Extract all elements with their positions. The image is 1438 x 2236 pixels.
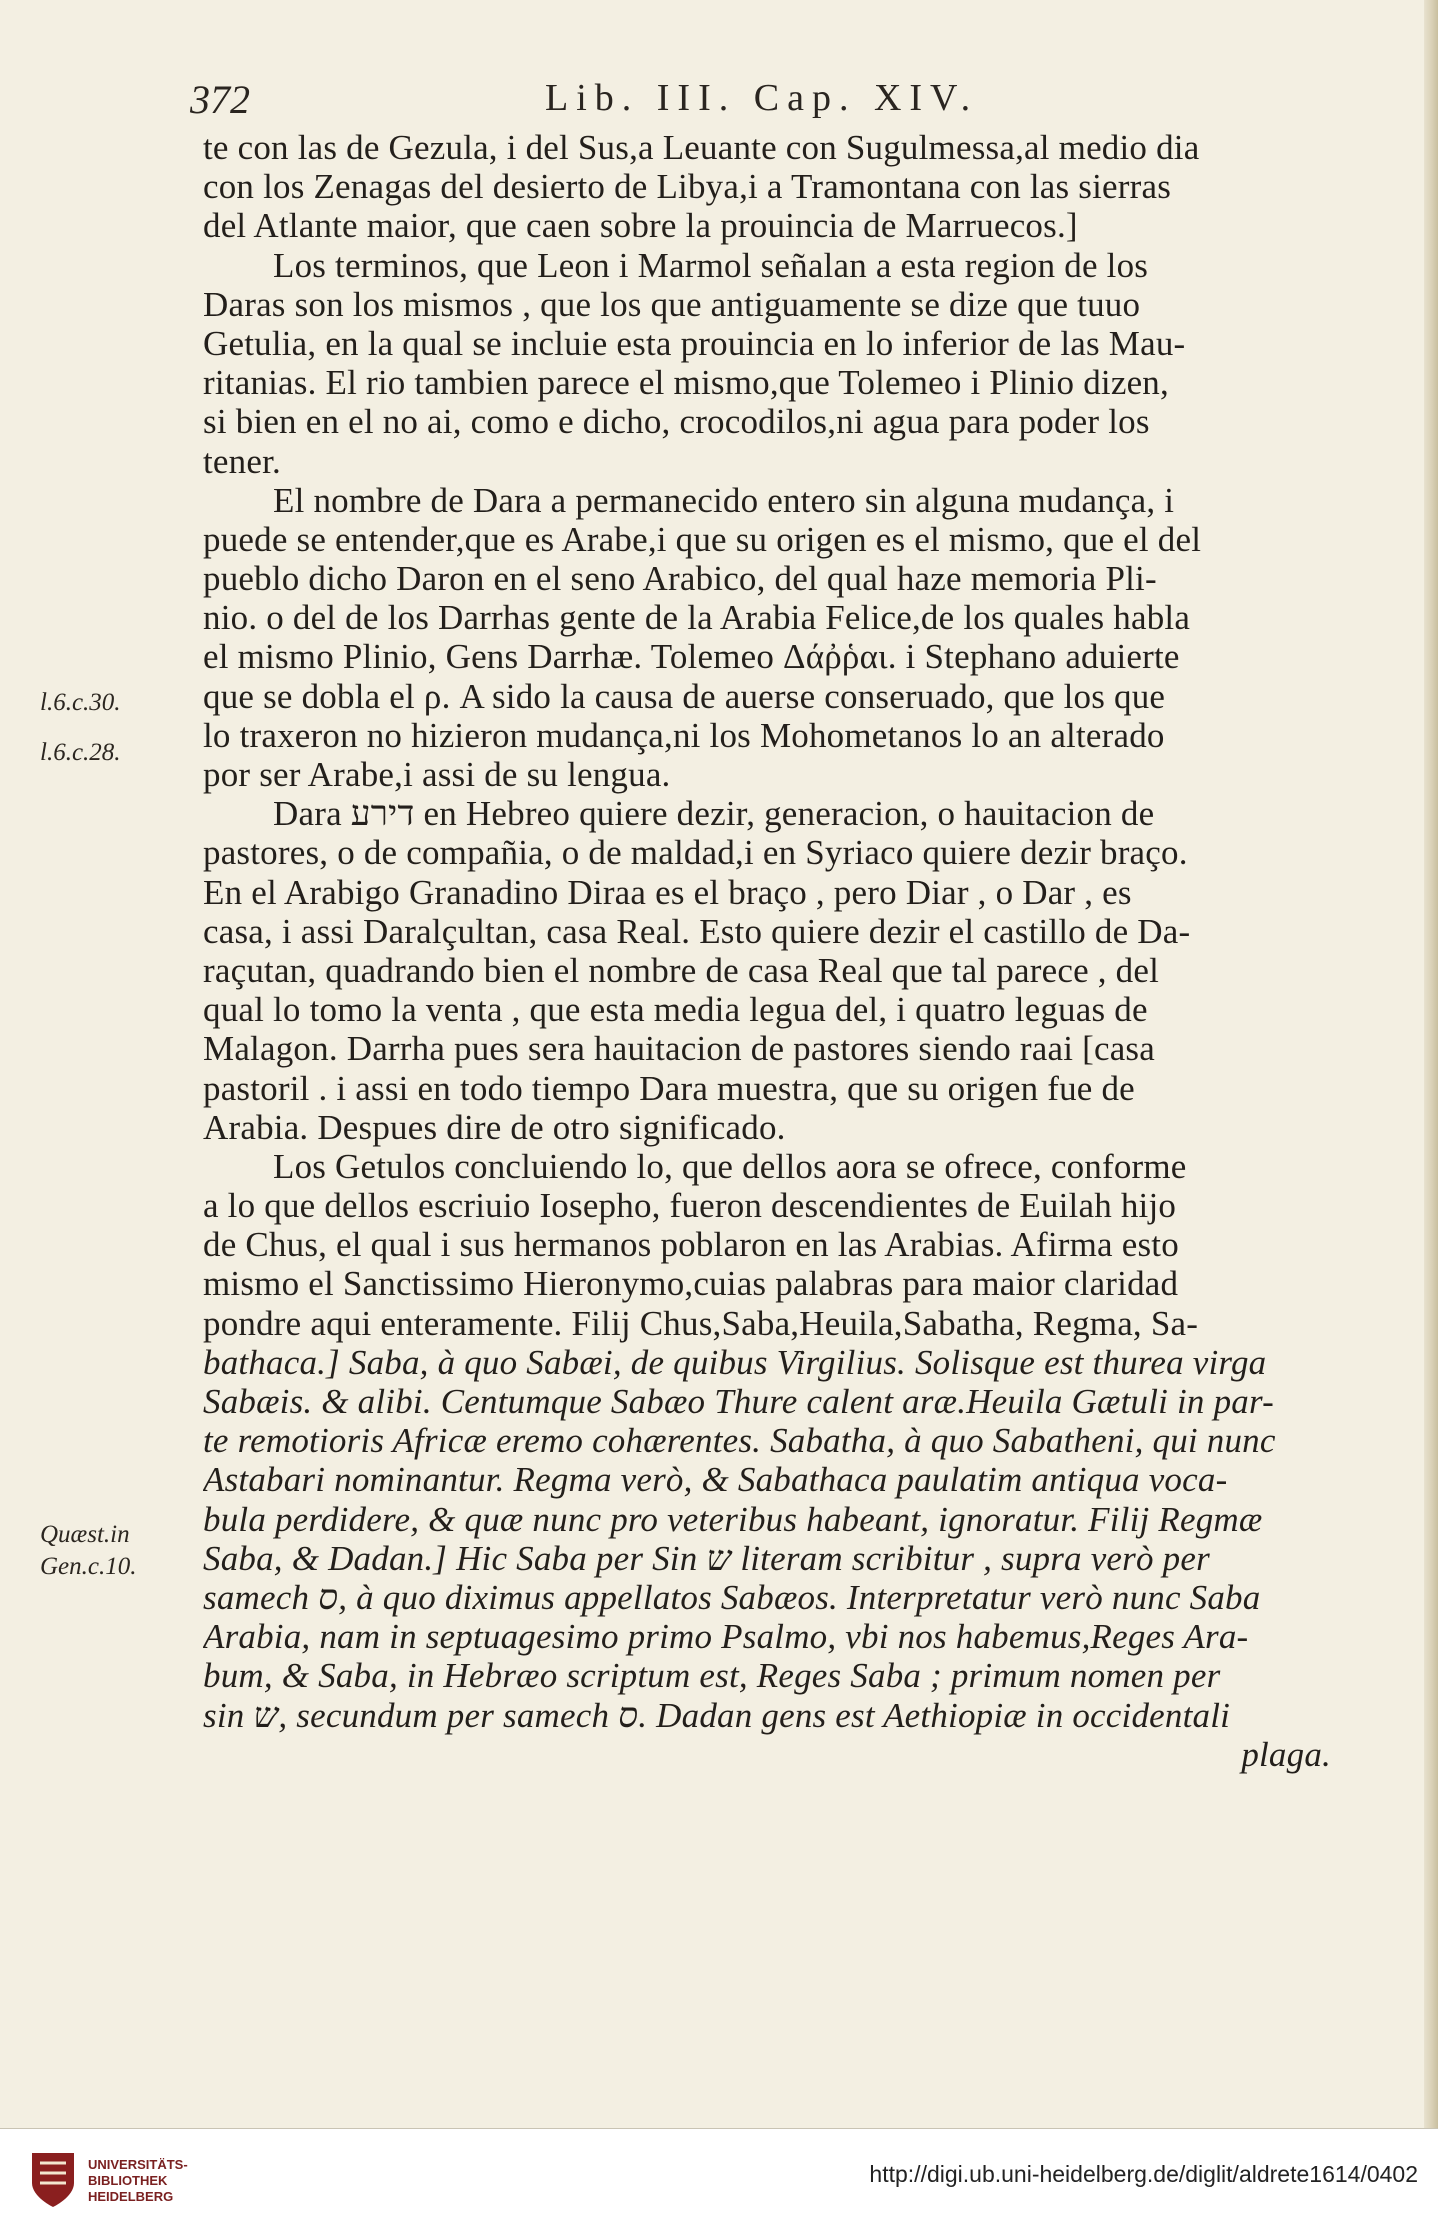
viewer-footer: [0, 2128, 1438, 2236]
text-line: Sabæis. & alibi. Centumque Sabæo Thure calent aræ.Heuila Gætuli in par-: [203, 1382, 1274, 1421]
page-number: 372: [190, 77, 250, 122]
university-seal-icon: [28, 2149, 78, 2211]
page-gutter: [1424, 0, 1438, 2128]
text-line: Dara דירע en Hebreo quiere dezir, generacion, o hauitacion de: [273, 794, 1155, 834]
margin-note: l.6.c.30.: [40, 689, 121, 716]
text-line: te con las de Gezula, i del Sus,a Leuante con Sugulmessa,al medio dia: [203, 128, 1200, 167]
text-line: nio. o del de los Darrhas gente de la Arabia Felice,de los quales habla: [203, 598, 1191, 638]
text-line: el mismo Plinio, Gens Darrhæ. Tolemeo Δάῤῥαι. i Stephano aduierte: [203, 637, 1180, 677]
text-line: pondre aqui enteramente. Filij Chus,Saba,Heuila,Sabatha, Regma, Sa-: [203, 1303, 1199, 1343]
text-line: Daras son los mismos , que los que antiguamente se dize que tuuo: [203, 284, 1141, 324]
body-text: [203, 128, 1371, 1774]
catchword: plaga.: [1241, 1734, 1331, 1774]
margin-note: l.6.c.28.: [40, 739, 121, 766]
text-line: pueblo dicho Daron en el seno Arabico, del qual haze memoria Pli-: [203, 559, 1157, 599]
text-line: lo traxeron no hizieron mudança,ni los Mohometanos lo an alterado: [203, 715, 1165, 755]
text-line: tener.: [203, 441, 281, 481]
text-line: que se dobla el ρ. A sido la causa de auerse conseruado, que los que: [203, 676, 1166, 716]
text-line: de Chus, el qual i sus hermanos poblaron en las Arabias. Afirma esto: [203, 1225, 1179, 1265]
text-line: En el Arabigo Granadino Diraa es el braço , pero Diar , o Dar , es: [203, 872, 1132, 912]
text-line: mismo el Sanctissimo Hieronymo,cuias palabras para maior claridad: [203, 1264, 1179, 1304]
text-line: a lo que dellos escriuio Iosepho, fueron descendientes de Euilah hijo: [203, 1186, 1177, 1226]
text-line: si bien en el no ai, como e dicho, crocodilos,ni agua para poder los: [203, 402, 1150, 442]
text-line: ritanias. El rio tambien parece el mismo,que Tolemeo i Plinio dizen,: [203, 363, 1169, 403]
text-line: samech ס, à quo diximus appellatos Sabæos. Interpretatur verò nunc Saba: [203, 1577, 1261, 1617]
text-line: del Atlante maior, que caen sobre la prouincia de Marruecos.]: [203, 206, 1078, 246]
text-line: Saba, & Dadan.] Hic Saba per Sin ש literam scribitur , supra verò per: [203, 1538, 1210, 1578]
text-line: bathaca.] Saba, à quo Sabæi, de quibus Virgilius. Solisque est thurea virga: [203, 1342, 1267, 1382]
text-line: Los terminos, que Leon i Marmol señalan a esta region de los: [273, 245, 1149, 285]
margin-note: Quæst.in: [40, 1521, 130, 1548]
text-line: pastoril . i assi en todo tiempo Dara muestra, que su origen fue de: [203, 1068, 1135, 1108]
text-line: te remotioris Africæ eremo cohærentes. Sabatha, à quo Sabatheni, qui nunc: [203, 1421, 1276, 1461]
institution-name: UNIVERSITÄTS- BIBLIOTHEK HEIDELBERG: [88, 2157, 188, 2204]
text-line: bum, & Saba, in Hebræo scriptum est, Reges Saba ; primum nomen per: [203, 1656, 1221, 1696]
text-line: Arabia. Despues dire de otro significado.: [203, 1107, 786, 1147]
text-line: El nombre de Dara a permanecido entero sin alguna mudança, i: [273, 480, 1175, 520]
text-line: por ser Arabe,i assi de su lengua.: [203, 755, 671, 794]
text-line: Malagon. Darrha pues sera hauitacion de pastores siendo raai [casa: [203, 1029, 1155, 1069]
text-line: con los Zenagas del desierto de Libya,i a Tramontana con las sierras: [203, 167, 1172, 207]
page-url-link[interactable]: http://digi.ub.uni-heidelberg.de/diglit/aldrete1614/0402: [869, 2161, 1418, 2187]
text-line: sin ש, secundum per samech ס. Dadan gens est Aethiopiæ in occidentali: [203, 1695, 1231, 1735]
text-line: Astabari nominantur. Regma verò, & Sabathaca paulatim antiqua voca-: [203, 1460, 1228, 1500]
text-line: raçutan, quadrando bien el nombre de casa Real que tal parece , del: [203, 950, 1160, 990]
page-header: [190, 76, 1370, 126]
text-line: Arabia, nam in septuagesimo primo Psalmo, vbi nos habemus,Reges Ara-: [203, 1617, 1249, 1657]
text-line: casa, i assi Daralçultan, casa Real. Esto quiere dezir el castillo de Da-: [203, 911, 1191, 951]
text-line: pastores, o de compañia, o de maldad,i en Syriaco quiere dezir braço.: [203, 833, 1188, 873]
running-title: Lib. III. Cap. XIV.: [545, 77, 979, 119]
text-line: qual lo tomo la venta , que esta media legua del, i quatro leguas de: [203, 990, 1148, 1030]
text-line: puede se entender,que es Arabe,i que su origen es el mismo, que el del: [203, 519, 1202, 559]
margin-note: Gen.c.10.: [40, 1553, 137, 1580]
text-line: bula perdidere, & quæ nunc pro veteribus habeant, ignoratur. Filij Regmæ: [203, 1499, 1263, 1539]
text-line: Los Getulos concluiendo lo, que dellos aora se ofrece, conforme: [273, 1146, 1187, 1186]
text-line: Getulia, en la qual se incluie esta prouincia en lo inferior de las Mau-: [203, 323, 1186, 363]
